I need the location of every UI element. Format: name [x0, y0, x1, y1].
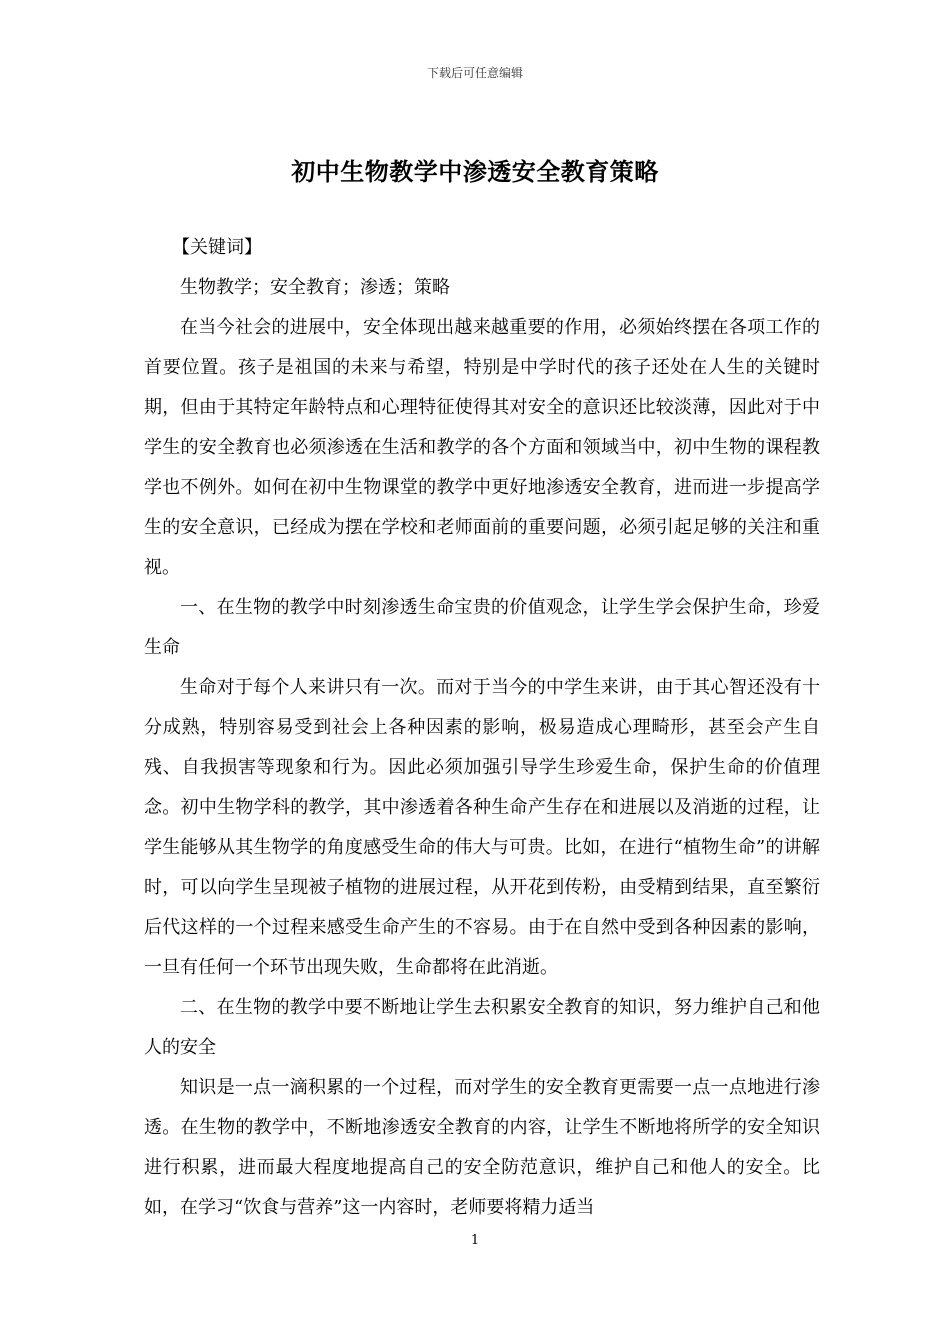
document-title: 初中生物教学中渗透安全教育策略: [291, 157, 659, 186]
keywords-text: 生物教学；安全教育；渗透；策略: [180, 277, 450, 298]
paragraph-intro: 在当今社会的进展中，安全体现出越来越重要的作用，必须始终摆在各项工作的首要位置。孩子是祖国的未来与希望，特别是中学时代的孩子还处在人生的关键时期，但由于其特定年龄特点和心理特征使得其对安全的意识还比较淡薄，因此对于中学生的安全教育也必须渗透在生活和教学的各个方面和领域当中，初中生物的课程教学也不例外。如何在初中生物课堂的教学中更好地渗透安全教育，进而进一步提高学生的安全意识，已经成为摆在学校和老师面前的重要问题，必须引起足够的关注和重视。: [144, 317, 820, 578]
document-body: [144, 228, 820, 1228]
section-heading-1: 一、在生物的教学中时刻渗透生命宝贵的价值观念，让学生学会保护生命，珍爱生命: [144, 597, 820, 658]
header-note: 下载后可任意编辑: [426, 66, 523, 80]
page-number: 1: [470, 1233, 480, 1248]
paragraph-section-1: 生命对于每个人来讲只有一次。而对于当今的中学生来讲，由于其心智还没有十分成熟，特别容易受到社会上各种因素的影响，极易造成心理畸形，甚至会产生自残、自我损害等现象和行为。因此必须加强引导学生珍爱生命，保护生命的价值理念。初中生物学科的教学，其中渗透着各种生命产生存在和进展以及消逝的过程，让学生能够从其生物学的角度感受生命的伟大与可贵。比如，在进行“植物生命”的讲解时，可以向学生呈现被子植物的进展过程，从开花到传粉，由受精到结果，直至繁衍后代这样的一个过程来感受生命产生的不容易。由于在自然中受到各种因素的影响，一旦有任何一个环节出现失败，生命都将在此消逝。: [144, 677, 820, 978]
paragraph-section-2: 知识是一点一滴积累的一个过程，而对学生的安全教育更需要一点一点地进行渗透。在生物的教学中，不断地渗透安全教育的内容，让学生不断地将所学的安全知识进行积累，进而最大程度地提高自己的安全防范意识，维护自己和他人的安全。比如，在学习“饮食与营养”这一内容时，老师要将精力适当: [144, 1077, 820, 1218]
keywords-label: 【关键词】: [172, 237, 262, 258]
section-heading-2: 二、在生物的教学中要不断地让学生去积累安全教育的知识，努力维护自己和他人的安全: [144, 997, 820, 1058]
